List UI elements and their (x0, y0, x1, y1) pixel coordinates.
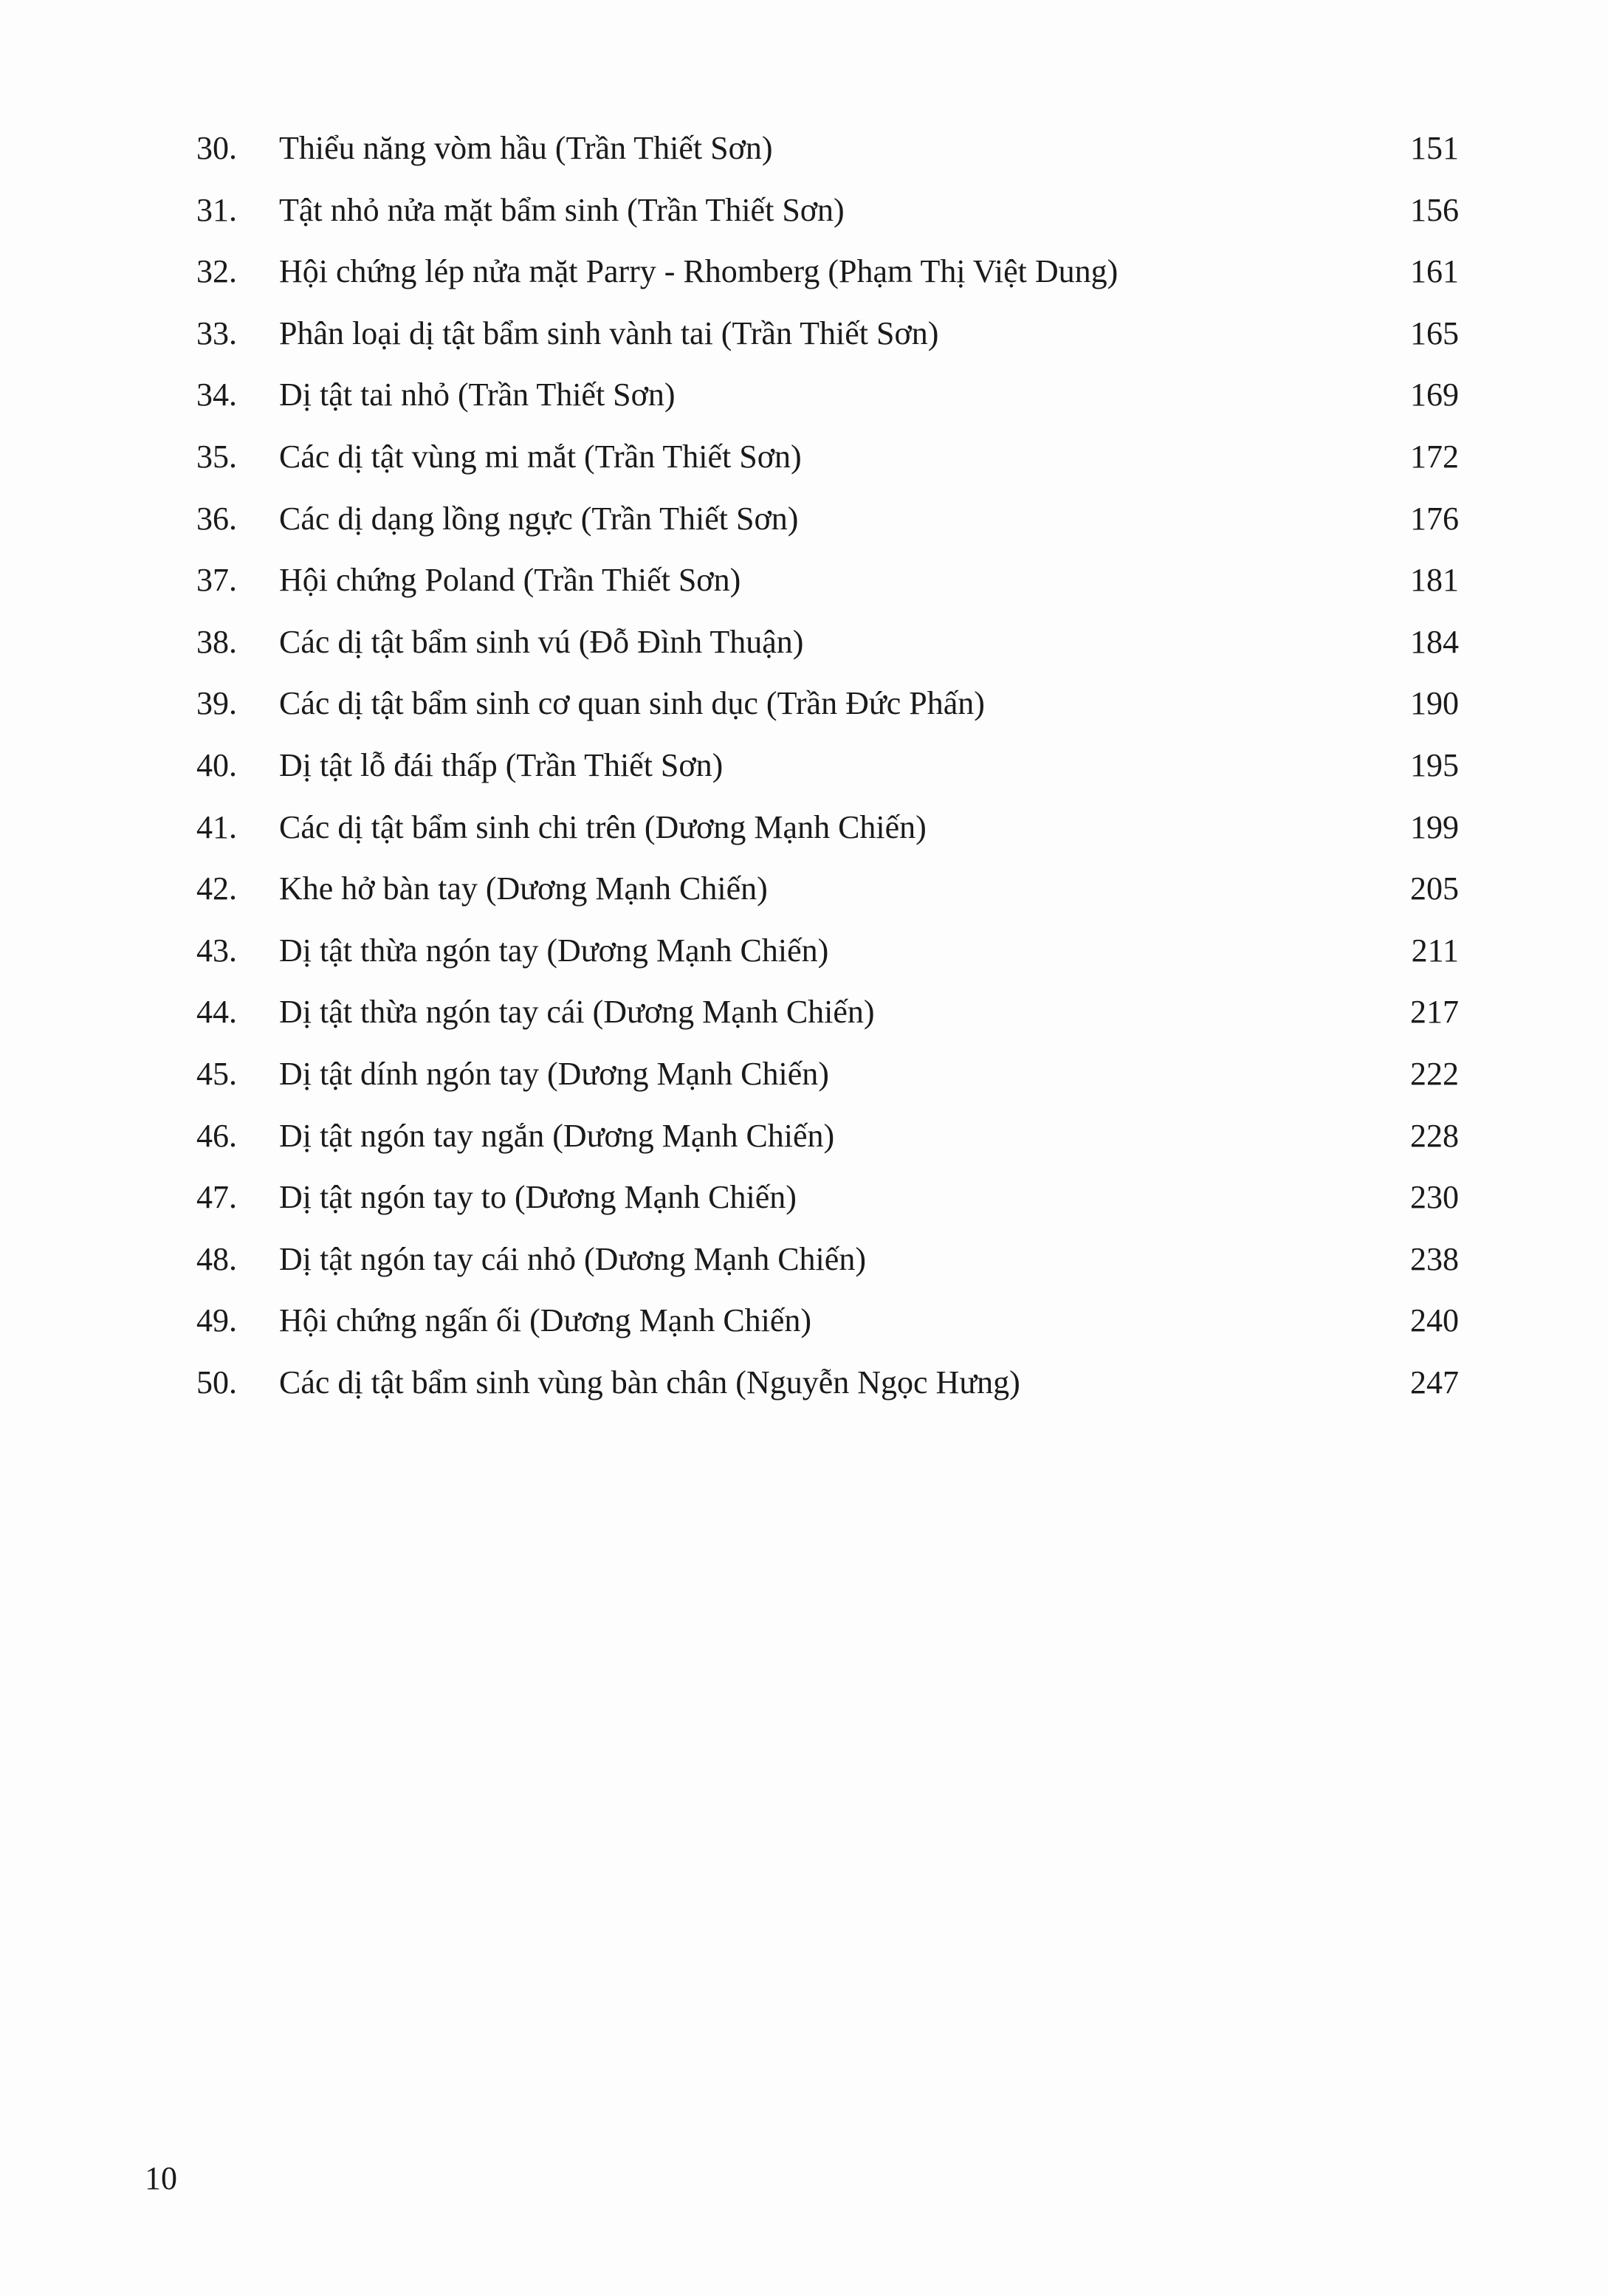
toc-entry (196, 309, 1459, 371)
toc-entry-title: Các dị tật bẩm sinh vú (Đỗ Đình Thuận) (279, 623, 804, 660)
toc-entry-number: 30. (196, 130, 237, 166)
toc-entry (196, 618, 1459, 680)
toc-entry (196, 1173, 1459, 1235)
toc-entry-page: 199 (1410, 808, 1459, 845)
toc-entry-page: 190 (1410, 685, 1459, 722)
toc-entry (196, 1050, 1459, 1112)
toc-entry-title: Hội chứng lép nửa mặt Parry - Rhomberg (Phạm Thị Việt Dung) (279, 253, 1119, 290)
toc-entry (196, 1112, 1459, 1174)
toc-entry-title: Hội chứng ngấn ối (Dương Mạnh Chiến) (279, 1302, 812, 1339)
toc-entry-page: 240 (1410, 1302, 1459, 1339)
toc-entry-number: 38. (196, 623, 237, 660)
toc-entry (196, 988, 1459, 1050)
toc-entry-number: 35. (196, 438, 237, 475)
toc-entry-page: 184 (1410, 623, 1459, 660)
toc-entry-title: Dị tật thừa ngón tay (Dương Mạnh Chiến) (279, 932, 829, 969)
toc-entry (196, 124, 1459, 186)
table-of-contents (196, 124, 1459, 1420)
toc-entry-page: 247 (1410, 1364, 1459, 1400)
toc-entry-title: Các dị tật bẩm sinh vùng bàn chân (Nguyễn Ngọc Hưng) (279, 1364, 1020, 1400)
toc-entry-number: 48. (196, 1240, 237, 1277)
toc-entry-page: 230 (1410, 1179, 1459, 1216)
toc-entry (196, 1296, 1459, 1358)
toc-entry-number: 40. (196, 746, 237, 783)
toc-entry-page: 156 (1410, 191, 1459, 228)
toc-entry-page: 238 (1410, 1240, 1459, 1277)
toc-entry-page: 161 (1410, 253, 1459, 290)
toc-entry (196, 433, 1459, 495)
toc-entry (196, 679, 1459, 741)
toc-entry (196, 1358, 1459, 1420)
toc-entry-title: Các dị tật vùng mi mắt (Trần Thiết Sơn) (279, 438, 802, 475)
toc-entry (196, 741, 1459, 803)
toc-entry-number: 37. (196, 562, 237, 599)
toc-entry-title: Hội chứng Poland (Trần Thiết Sơn) (279, 562, 741, 599)
toc-entry (196, 495, 1459, 557)
toc-entry-title: Tật nhỏ nửa mặt bẩm sinh (Trần Thiết Sơn) (279, 191, 845, 228)
toc-entry-number: 50. (196, 1364, 237, 1400)
toc-entry-page: 228 (1410, 1117, 1459, 1154)
toc-entry (196, 247, 1459, 309)
toc-entry (196, 1235, 1459, 1297)
toc-entry-number: 41. (196, 808, 237, 845)
toc-entry-page: 195 (1410, 746, 1459, 783)
toc-entry-page: 217 (1410, 994, 1459, 1031)
toc-entry-page: 181 (1410, 562, 1459, 599)
toc-entry-title: Dị tật dính ngón tay (Dương Mạnh Chiến) (279, 1055, 829, 1092)
toc-entry (196, 371, 1459, 433)
toc-entry-title: Dị tật ngón tay to (Dương Mạnh Chiến) (279, 1179, 797, 1216)
toc-entry-page: 165 (1410, 315, 1459, 351)
toc-entry (196, 865, 1459, 927)
toc-entry-title: Các dị tật bẩm sinh chi trên (Dương Mạnh Chiến) (279, 808, 927, 845)
toc-entry-title: Phân loại dị tật bẩm sinh vành tai (Trần Thiết Sơn) (279, 315, 939, 351)
toc-entry-page: 176 (1410, 500, 1459, 537)
toc-entry-title: Dị tật ngón tay ngắn (Dương Mạnh Chiến) (279, 1117, 835, 1154)
toc-entry-title: Các dị dạng lồng ngực (Trần Thiết Sơn) (279, 500, 799, 537)
toc-entry-title: Thiểu năng vòm hầu (Trần Thiết Sơn) (279, 130, 773, 166)
toc-entry (196, 186, 1459, 248)
toc-entry-page: 169 (1410, 377, 1459, 413)
toc-entry-page: 172 (1410, 438, 1459, 475)
toc-entry-title: Khe hở bàn tay (Dương Mạnh Chiến) (279, 870, 768, 907)
toc-entry-number: 42. (196, 870, 237, 907)
toc-entry (196, 803, 1459, 865)
toc-entry-number: 44. (196, 994, 237, 1031)
toc-entry-title: Dị tật ngón tay cái nhỏ (Dương Mạnh Chiến) (279, 1240, 866, 1277)
toc-entry-number: 33. (196, 315, 237, 351)
toc-entry-title: Dị tật tai nhỏ (Trần Thiết Sơn) (279, 377, 676, 413)
page-number: 10 (145, 2160, 177, 2196)
toc-entry-number: 47. (196, 1179, 237, 1216)
toc-entry-page: 211 (1411, 932, 1459, 969)
toc-entry-page: 205 (1410, 870, 1459, 907)
toc-entry-title: Dị tật thừa ngón tay cái (Dương Mạnh Chiến) (279, 994, 875, 1031)
toc-entry-number: 32. (196, 253, 237, 290)
toc-entry (196, 556, 1459, 618)
toc-entry-number: 46. (196, 1117, 237, 1154)
toc-entry-number: 34. (196, 377, 237, 413)
toc-entry-number: 43. (196, 932, 237, 969)
toc-entry-title: Dị tật lỗ đái thấp (Trần Thiết Sơn) (279, 746, 724, 783)
toc-entry-number: 31. (196, 191, 237, 228)
toc-entry-page: 222 (1410, 1055, 1459, 1092)
toc-entry-number: 39. (196, 685, 237, 722)
toc-entry-number: 49. (196, 1302, 237, 1339)
toc-entry-number: 45. (196, 1055, 237, 1092)
toc-entry (196, 927, 1459, 989)
toc-entry-title: Các dị tật bẩm sinh cơ quan sinh dục (Trần Đức Phấn) (279, 685, 985, 722)
toc-entry-page: 151 (1410, 130, 1459, 166)
toc-entry-number: 36. (196, 500, 237, 537)
